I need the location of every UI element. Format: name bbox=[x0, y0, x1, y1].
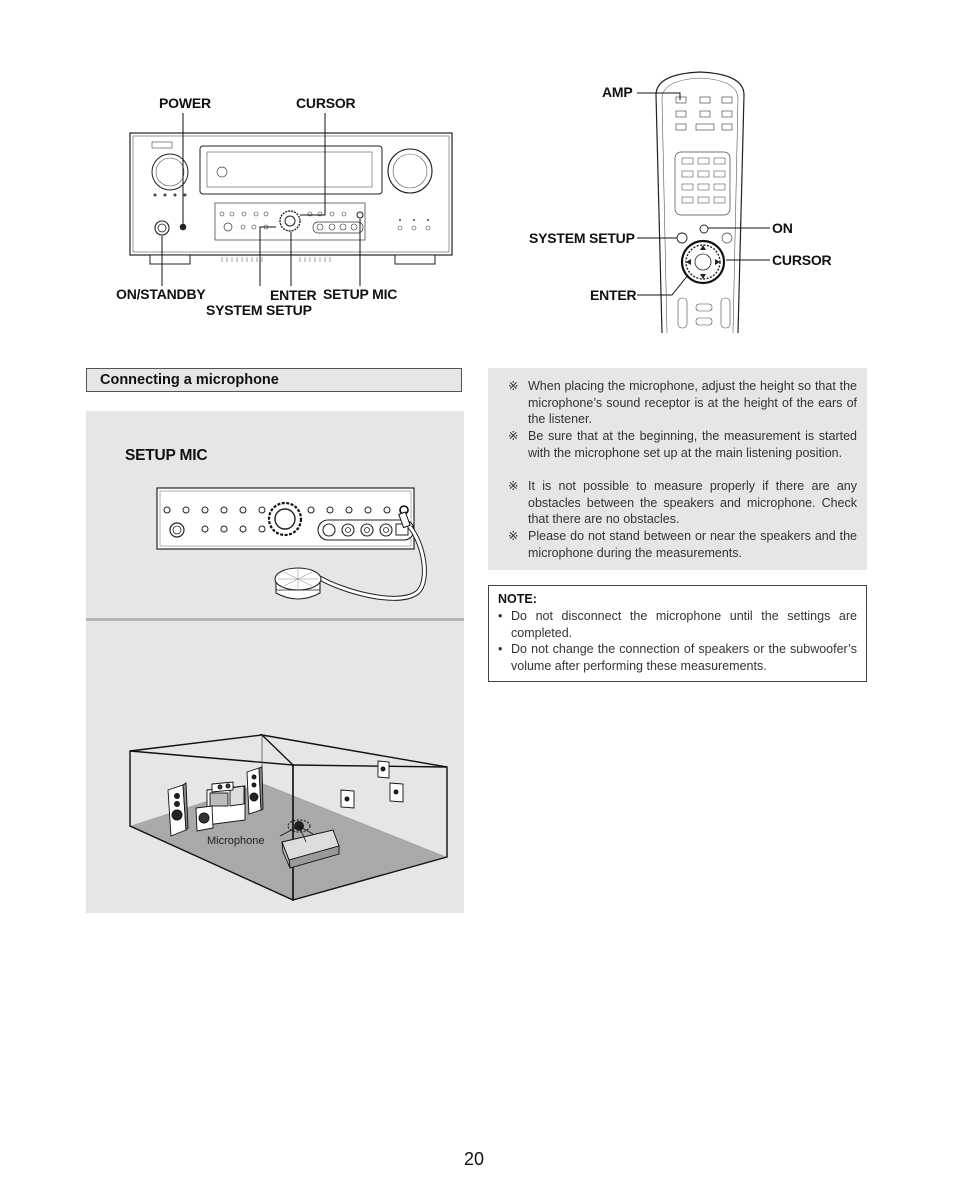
note-bullet-item bbox=[498, 641, 857, 674]
note-text: When placing the microphone, adjust the height so that the microphone’s sound receptor is at the height of the ears of the listener. bbox=[528, 379, 857, 427]
cursor-label: CURSOR bbox=[296, 95, 356, 111]
note-mark: ※ bbox=[508, 529, 519, 543]
bullet-text: Do not change the connection of speakers or the subwoofer’s volume after performing these measurements. bbox=[511, 642, 857, 673]
note-mark: ※ bbox=[508, 479, 519, 493]
microphone-label: Microphone bbox=[207, 835, 265, 847]
system-setup-label: SYSTEM SETUP bbox=[206, 302, 312, 318]
note-bullet-item bbox=[498, 608, 857, 641]
power-label: POWER bbox=[159, 95, 211, 111]
enter-label: ENTER bbox=[270, 287, 317, 303]
note-text: Be sure that at the beginning, the measurement is started with the microphone set up at the main listening position. bbox=[528, 429, 857, 460]
on-standby-label: ON/STANDBY bbox=[116, 286, 206, 302]
setup-mic-panel-label: SETUP MIC bbox=[125, 447, 208, 464]
bullet-mark: • bbox=[498, 642, 503, 656]
note-item bbox=[508, 478, 857, 528]
page-number: 20 bbox=[464, 1149, 485, 1169]
remote-on-label: ON bbox=[772, 220, 793, 236]
note-mark: ※ bbox=[508, 429, 519, 443]
note-text: Please do not stand between or near the speakers and the microphone during the measurements. bbox=[528, 529, 857, 560]
remote-cursor-label: CURSOR bbox=[772, 252, 832, 268]
bullet-mark: • bbox=[498, 609, 503, 623]
note-item bbox=[508, 428, 857, 461]
notes-box bbox=[488, 368, 867, 570]
remote-enter-label: ENTER bbox=[590, 287, 637, 303]
remote-amp-label: AMP bbox=[602, 84, 633, 100]
note-item bbox=[508, 528, 857, 561]
note-item bbox=[508, 378, 857, 428]
remote-system-setup-label: SYSTEM SETUP bbox=[529, 230, 635, 246]
note-text: It is not possible to measure properly if there are any obstacles between the speakers and microphone. Check that there are no obstacles. bbox=[528, 479, 857, 527]
section-title: Connecting a microphone bbox=[100, 372, 279, 388]
setup-mic-label: SETUP MIC bbox=[323, 286, 398, 302]
bullet-text: Do not disconnect the microphone until the settings are completed. bbox=[511, 609, 857, 640]
note-box-title: NOTE: bbox=[498, 592, 537, 606]
note-box bbox=[488, 585, 867, 682]
note-mark: ※ bbox=[508, 379, 519, 393]
